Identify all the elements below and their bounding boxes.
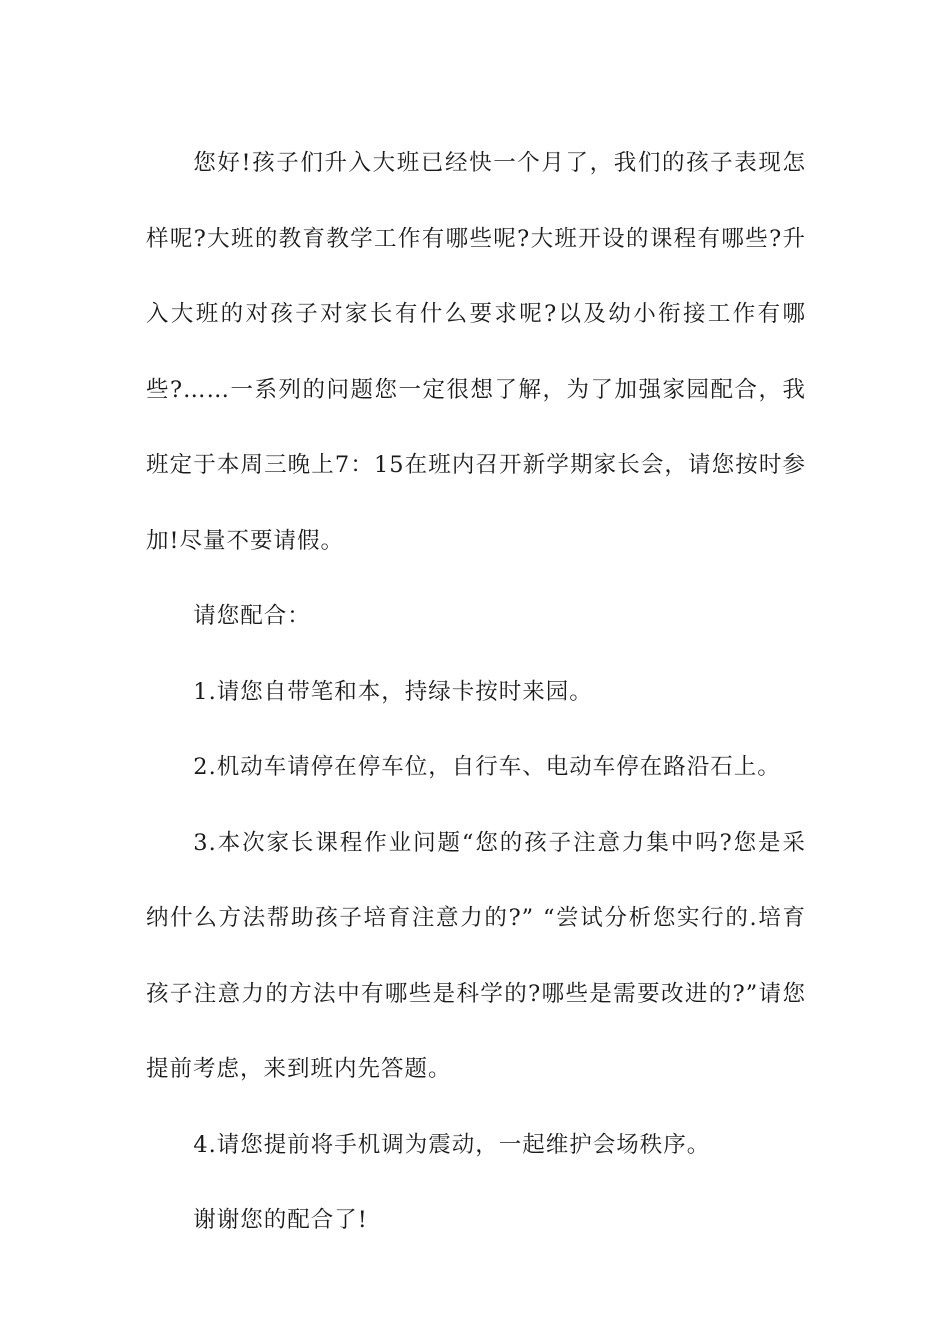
list-item-3: 3.本次家长课程作业问题“您的孩子注意力集中吗?您是采纳什么方法帮助孩子培育注意力的?” “尝试分析您实行的.培育孩子注意力的方法中有哪些是科学的?哪些是需要改进的?”请您提前考虑，来到班内先答题。 — [146, 829, 806, 1082]
list-item-2: 2.机动车请停在停车位，自行车、电动车停在路沿石上。 — [193, 754, 781, 780]
document-body — [146, 126, 806, 1259]
list-item-1: 1.请您自带笔和本，持绿卡按时来园。 — [193, 678, 593, 705]
closing-thanks: 谢谢您的配合了! — [193, 1207, 368, 1233]
intro-paragraph: 您好!孩子们升入大班已经快一个月了，我们的孩子表现怎样呢?大班的教育教学工作有哪些呢?大班开设的课程有哪些?升入大班的对孩子对家长有什么要求呢?以及幼小衔接工作有哪些?……一系列的问题您一定很想了解，为了加强家园配合，我班定于本周三晚上7：15在班内召开新学期家长会，请您按时参加!尽量不要请假。 — [146, 150, 806, 554]
cooperation-heading: 请您配合： — [193, 603, 311, 629]
list-item-4: 4.请您提前将手机调为震动，一起维护会场秩序。 — [193, 1131, 711, 1158]
